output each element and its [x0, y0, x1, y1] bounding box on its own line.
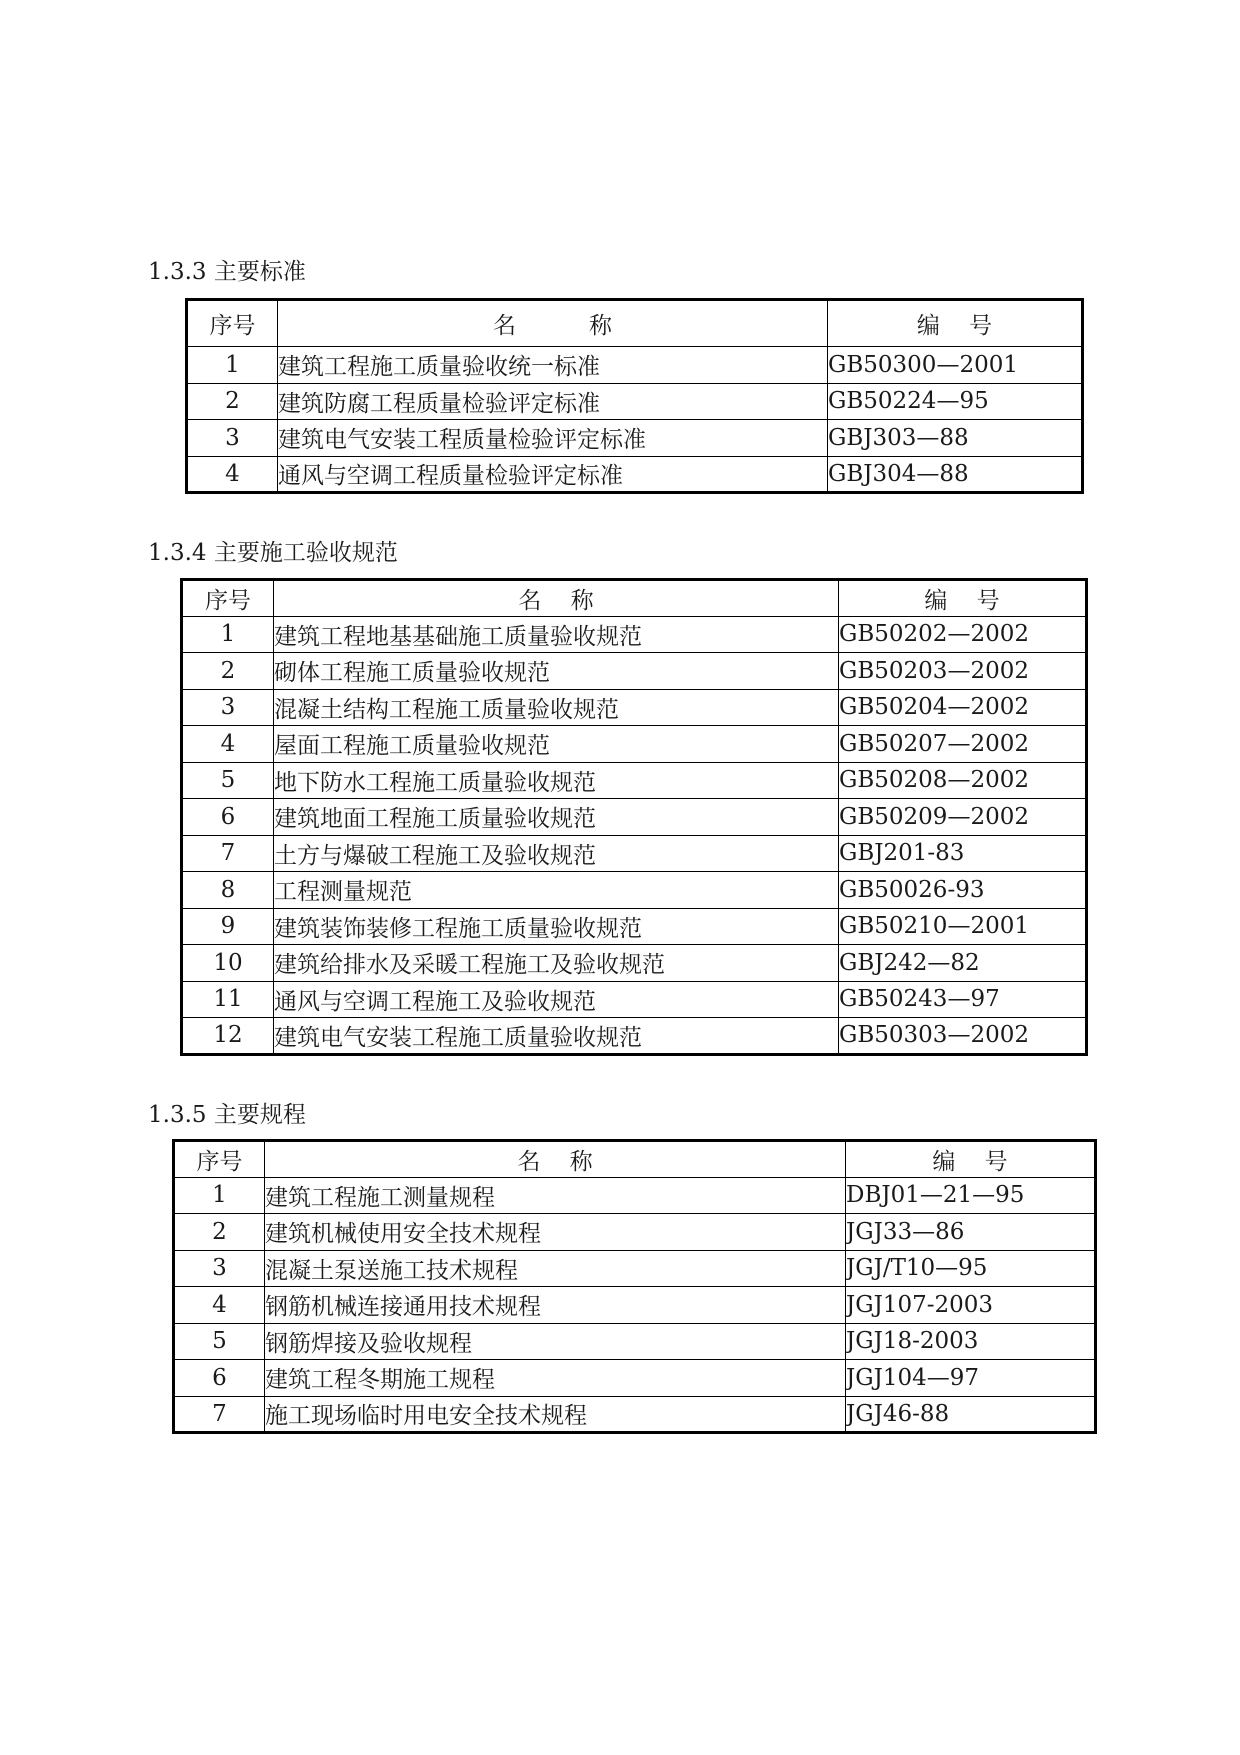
- row-code: GB50204—2002: [839, 689, 1087, 726]
- table-row: [174, 1214, 1096, 1251]
- table-row: [174, 1323, 1096, 1360]
- row-name: 屋面工程施工质量验收规范: [274, 726, 839, 763]
- row-name: 工程测量规范: [274, 872, 839, 909]
- row-code: JGJ107-2003: [846, 1287, 1096, 1324]
- row-no: 11: [182, 981, 274, 1018]
- header-name: 名 称: [265, 1141, 846, 1178]
- table-row: [174, 1360, 1096, 1397]
- row-name: 土方与爆破工程施工及验收规范: [274, 835, 839, 872]
- row-code: GB50202—2002: [839, 616, 1087, 653]
- row-code: JGJ46-88: [846, 1396, 1096, 1433]
- row-no: 12: [182, 1018, 274, 1055]
- row-no: 9: [182, 908, 274, 945]
- row-no: 6: [174, 1360, 265, 1397]
- row-name: 建筑工程施工测量规程: [265, 1177, 846, 1214]
- row-code: GB50210—2001: [839, 908, 1087, 945]
- row-name: 钢筋焊接及验收规程: [265, 1323, 846, 1360]
- row-no: 3: [187, 420, 278, 457]
- procedures-table: [172, 1139, 1097, 1434]
- row-no: 7: [174, 1396, 265, 1433]
- row-code: JGJ18-2003: [846, 1323, 1096, 1360]
- row-name: 建筑电气安装工程质量检验评定标准: [278, 420, 828, 457]
- row-no: 5: [182, 762, 274, 799]
- table-header-row: [187, 300, 1083, 347]
- table-row: [182, 653, 1087, 690]
- table-row: [182, 726, 1087, 763]
- table-row: [182, 908, 1087, 945]
- row-code: GB50300—2001: [828, 347, 1083, 384]
- row-name: 砌体工程施工质量验收规范: [274, 653, 839, 690]
- table-row: [182, 762, 1087, 799]
- row-code: GBJ201-83: [839, 835, 1087, 872]
- table-header-row: [174, 1141, 1096, 1178]
- table-row: [182, 799, 1087, 836]
- row-no: 3: [182, 689, 274, 726]
- row-code: GB50303—2002: [839, 1018, 1087, 1055]
- row-code: GB50208—2002: [839, 762, 1087, 799]
- table-row: [187, 456, 1083, 493]
- row-no: 2: [182, 653, 274, 690]
- header-no: 序号: [174, 1141, 265, 1178]
- header-name: 名 称: [278, 300, 828, 347]
- row-no: 1: [174, 1177, 265, 1214]
- row-code: DBJ01—21—95: [846, 1177, 1096, 1214]
- table-row: [182, 872, 1087, 909]
- row-name: 通风与空调工程质量检验评定标准: [278, 456, 828, 493]
- row-code: GBJ303—88: [828, 420, 1083, 457]
- header-no: 序号: [187, 300, 278, 347]
- row-code: GBJ242—82: [839, 945, 1087, 982]
- row-no: 7: [182, 835, 274, 872]
- row-no: 6: [182, 799, 274, 836]
- row-no: 3: [174, 1250, 265, 1287]
- row-no: 4: [187, 456, 278, 493]
- section-title-1-3-4: 1.3.4 主要施工验收规范: [148, 540, 398, 566]
- table-row: [182, 616, 1087, 653]
- row-no: 8: [182, 872, 274, 909]
- row-name: 建筑机械使用安全技术规程: [265, 1214, 846, 1251]
- row-code: GB50243—97: [839, 981, 1087, 1018]
- row-name: 地下防水工程施工质量验收规范: [274, 762, 839, 799]
- table-row: [174, 1177, 1096, 1214]
- standards-table: [185, 298, 1084, 494]
- table-row: [174, 1250, 1096, 1287]
- table-row: [174, 1396, 1096, 1433]
- row-code: JGJ33—86: [846, 1214, 1096, 1251]
- section-title-1-3-3: 1.3.3 主要标准: [148, 259, 306, 285]
- row-name: 建筑装饰装修工程施工质量验收规范: [274, 908, 839, 945]
- row-code: GB50224—95: [828, 383, 1083, 420]
- row-no: 4: [174, 1287, 265, 1324]
- row-name: 建筑工程施工质量验收统一标准: [278, 347, 828, 384]
- row-code: GB50026-93: [839, 872, 1087, 909]
- row-name: 建筑防腐工程质量检验评定标准: [278, 383, 828, 420]
- header-name: 名 称: [274, 580, 839, 617]
- row-no: 1: [182, 616, 274, 653]
- header-no: 序号: [182, 580, 274, 617]
- row-name: 施工现场临时用电安全技术规程: [265, 1396, 846, 1433]
- row-name: 混凝土结构工程施工质量验收规范: [274, 689, 839, 726]
- table-row: [182, 1018, 1087, 1055]
- header-code: 编 号: [846, 1141, 1096, 1178]
- row-code: JGJ104—97: [846, 1360, 1096, 1397]
- table-row: [174, 1287, 1096, 1324]
- header-code: 编 号: [828, 300, 1083, 347]
- table-row: [182, 945, 1087, 982]
- table-row: [182, 689, 1087, 726]
- row-no: 2: [174, 1214, 265, 1251]
- row-name: 建筑工程冬期施工规程: [265, 1360, 846, 1397]
- row-code: GB50209—2002: [839, 799, 1087, 836]
- row-code: GB50203—2002: [839, 653, 1087, 690]
- table-row: [187, 420, 1083, 457]
- acceptance-specs-table: [180, 578, 1088, 1056]
- row-code: GBJ304—88: [828, 456, 1083, 493]
- table-row: [187, 347, 1083, 384]
- header-code: 编 号: [839, 580, 1087, 617]
- row-name: 混凝土泵送施工技术规程: [265, 1250, 846, 1287]
- row-no: 5: [174, 1323, 265, 1360]
- row-name: 建筑工程地基基础施工质量验收规范: [274, 616, 839, 653]
- row-name: 通风与空调工程施工及验收规范: [274, 981, 839, 1018]
- row-no: 2: [187, 383, 278, 420]
- section-title-1-3-5: 1.3.5 主要规程: [148, 1102, 306, 1128]
- row-no: 10: [182, 945, 274, 982]
- row-name: 建筑给排水及采暖工程施工及验收规范: [274, 945, 839, 982]
- table-header-row: [182, 580, 1087, 617]
- row-name: 建筑地面工程施工质量验收规范: [274, 799, 839, 836]
- row-code: GB50207—2002: [839, 726, 1087, 763]
- row-name: 钢筋机械连接通用技术规程: [265, 1287, 846, 1324]
- row-no: 1: [187, 347, 278, 384]
- row-code: JGJ/T10—95: [846, 1250, 1096, 1287]
- row-no: 4: [182, 726, 274, 763]
- row-name: 建筑电气安装工程施工质量验收规范: [274, 1018, 839, 1055]
- table-row: [182, 981, 1087, 1018]
- table-row: [187, 383, 1083, 420]
- table-row: [182, 835, 1087, 872]
